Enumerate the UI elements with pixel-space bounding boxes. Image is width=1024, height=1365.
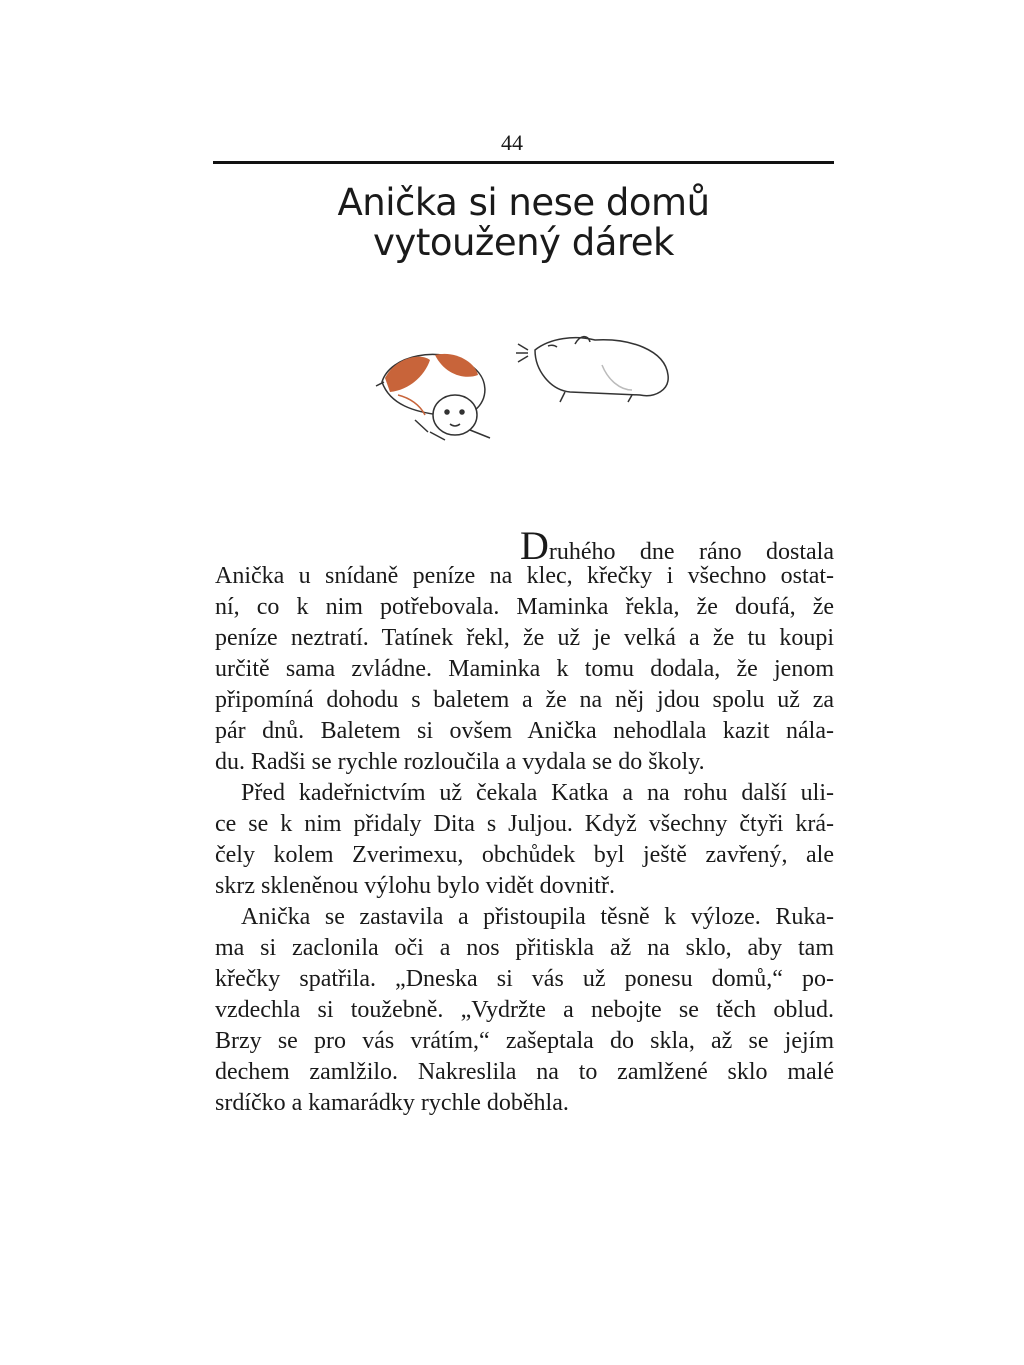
page-number: 44 [501,130,523,155]
header-rule [213,161,834,164]
story-text [215,523,834,1119]
text-line: ní, co k nim potřebovala. Maminka řekla, že doufá, že [215,594,834,620]
text-line: určitě sama zvládne. Maminka k tomu dodala, že jenom [215,656,834,682]
text-line: ce se k nim přidaly Dita s Juljou. Když všechny čtyři krá- [215,811,834,837]
text-line: Druhého dne ráno dostala [520,523,834,568]
text-line: Anička se zastavila a přistoupila těsně k výloze. Ruka- [241,904,834,930]
text-line: Před kadeřnictvím už čekala Katka a na rohu další uli- [241,780,834,806]
text-line: dechem zamlžilo. Nakreslila na to zamlžené sklo malé [215,1059,834,1085]
hamster-lying-icon [376,354,490,440]
text-line: čely kolem Zverimexu, obchůdek byl ještě zavřený, ale [215,842,834,868]
text-line: Anička u snídaně peníze na klec, křečky i všechno ostat- [215,563,834,589]
chapter-title-line: vytoužený dárek [373,221,674,264]
chapter-title [213,183,834,263]
text-line: pár dnů. Baletem si ovšem Anička nehodlala kazit nála- [215,718,834,744]
text-line: peníze neztratí. Tatínek řekl, že už je velká a že tu koupi [215,625,834,651]
drop-cap: D [520,523,549,568]
text-line: připomíná dohodu s baletem a že na něj jdou spolu už za [215,687,834,713]
chapter-title-line: Anička si nese domů [337,181,710,224]
text-line: křečky spatřila. „Dneska si vás už ponesu domů,“ po- [215,966,834,992]
text-line: vzdechla si toužebně. „Vydržte a nebojte se těch oblud. [215,997,834,1023]
text-line: skrz skleněnou výlohu bylo vidět dovnitř. [215,873,615,899]
hamsters-illustration [370,320,690,470]
text-line: srdíčko a kamarádky rychle doběhla. [215,1090,569,1116]
text-line: ma si zaclonila oči a nos přitiskla až na sklo, aby tam [215,935,834,961]
hamster-sitting-icon [516,337,668,402]
text-line: du. Radši se rychle rozloučila a vydala se do školy. [215,749,705,775]
text-line: Brzy se pro vás vrátím,“ zašeptala do skla, až se jejím [215,1028,834,1054]
